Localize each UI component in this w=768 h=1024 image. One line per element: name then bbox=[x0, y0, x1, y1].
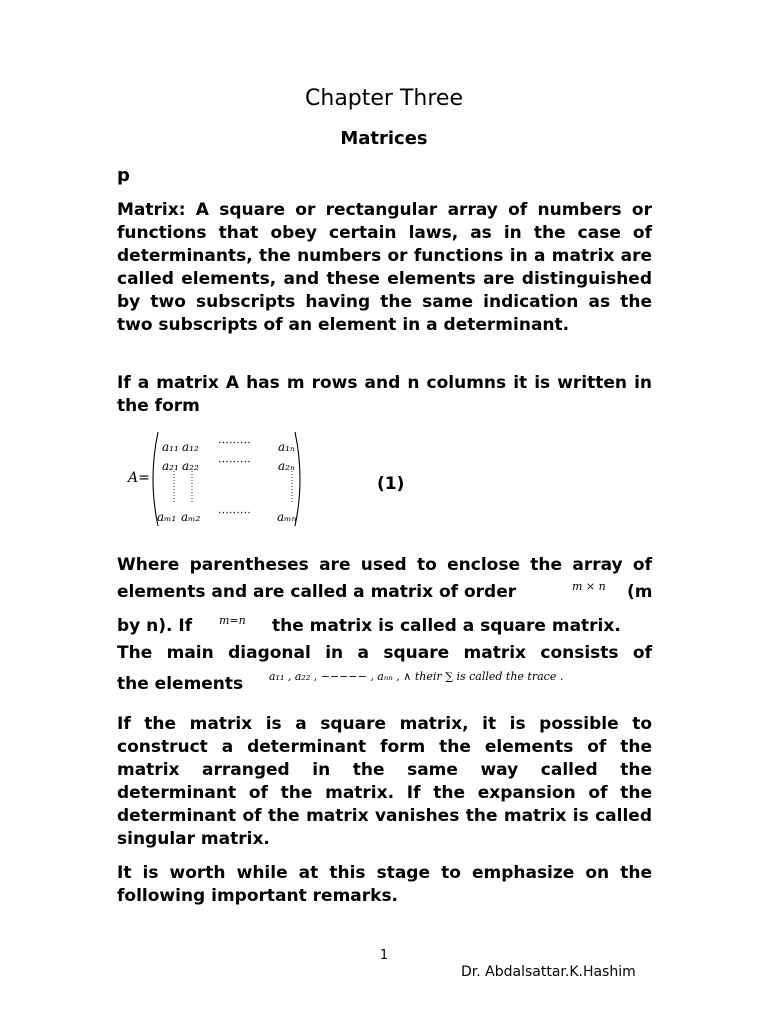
paragraph-remarks: It is worth while at this stage to emphasize on the following important remarks. bbox=[117, 863, 652, 906]
order-line-5-text: the elements bbox=[117, 674, 244, 694]
order-line-2-end: (m bbox=[627, 582, 653, 602]
page-number: 1 bbox=[379, 948, 389, 963]
order-line-4: The main diagonal in a square matrix consists of bbox=[117, 643, 652, 663]
order-line-1: Where parentheses are used to enclose the array of bbox=[117, 555, 652, 575]
entry-a1n: a₁ₙ bbox=[278, 440, 295, 454]
chapter-title: Chapter Three bbox=[305, 86, 463, 111]
equation-number: (1) bbox=[377, 474, 405, 494]
stray-character: p bbox=[117, 165, 130, 186]
order-line-2 bbox=[117, 582, 652, 606]
order-math-m-equals-n: m=n bbox=[219, 614, 246, 627]
row-1-dots: ⋯⋯⋯ bbox=[217, 436, 250, 449]
entry-a11: a₁₁ bbox=[162, 440, 179, 454]
trace-expression: a₁₁ , a₂₂ , −−−−− , aₙₙ , ∧ their ∑ is called the trace . bbox=[269, 670, 564, 683]
paragraph-form-intro: If a matrix A has m rows and n columns it is written in the form bbox=[117, 373, 652, 416]
section-title: Matrices bbox=[340, 128, 428, 149]
matrix-lhs: A= bbox=[128, 470, 150, 486]
entry-am2: aₘ₂ bbox=[181, 510, 201, 524]
author-footer: Dr. Abdalsattar.K.Hashim bbox=[461, 964, 636, 980]
entry-a21: a₂₁ bbox=[162, 459, 179, 473]
row-2-dots: ⋯⋯⋯ bbox=[217, 455, 250, 468]
entry-a22: a₂₂ bbox=[182, 459, 199, 473]
order-line-3-end: the matrix is called a square matrix. bbox=[272, 616, 621, 636]
entry-a2n: a₂ₙ bbox=[278, 459, 295, 473]
order-line-3 bbox=[117, 616, 652, 640]
entry-a12: a₁₂ bbox=[182, 440, 199, 454]
entry-am1: aₘ₁ bbox=[157, 510, 177, 524]
order-line-5 bbox=[117, 670, 652, 698]
entry-amn: aₘₙ bbox=[277, 510, 297, 524]
order-line-3-start: by n). If bbox=[117, 616, 193, 636]
row-m-dots: ⋯⋯⋯ bbox=[217, 506, 250, 519]
paragraph-definition: Matrix: A square or rectangular array of numbers or functions that obey certain laws, as in the case of determinants, the numbers or functions in a matrix are called elements, and these elements are distinguished by two subscripts having the same indication as the two subscripts of an element in a determinant. bbox=[117, 200, 652, 335]
order-math-m-by-n: m × n bbox=[572, 580, 606, 593]
order-line-2-text: elements and are called a matrix of order bbox=[117, 582, 517, 602]
paragraph-square-matrix: If the matrix is a square matrix, it is possible to construct a determinant form the elements of the matrix arranged in the same way called the determinant of the matrix. If the expansion of the determinant of the matrix vanishes the matrix is called singular matrix. bbox=[117, 714, 652, 849]
